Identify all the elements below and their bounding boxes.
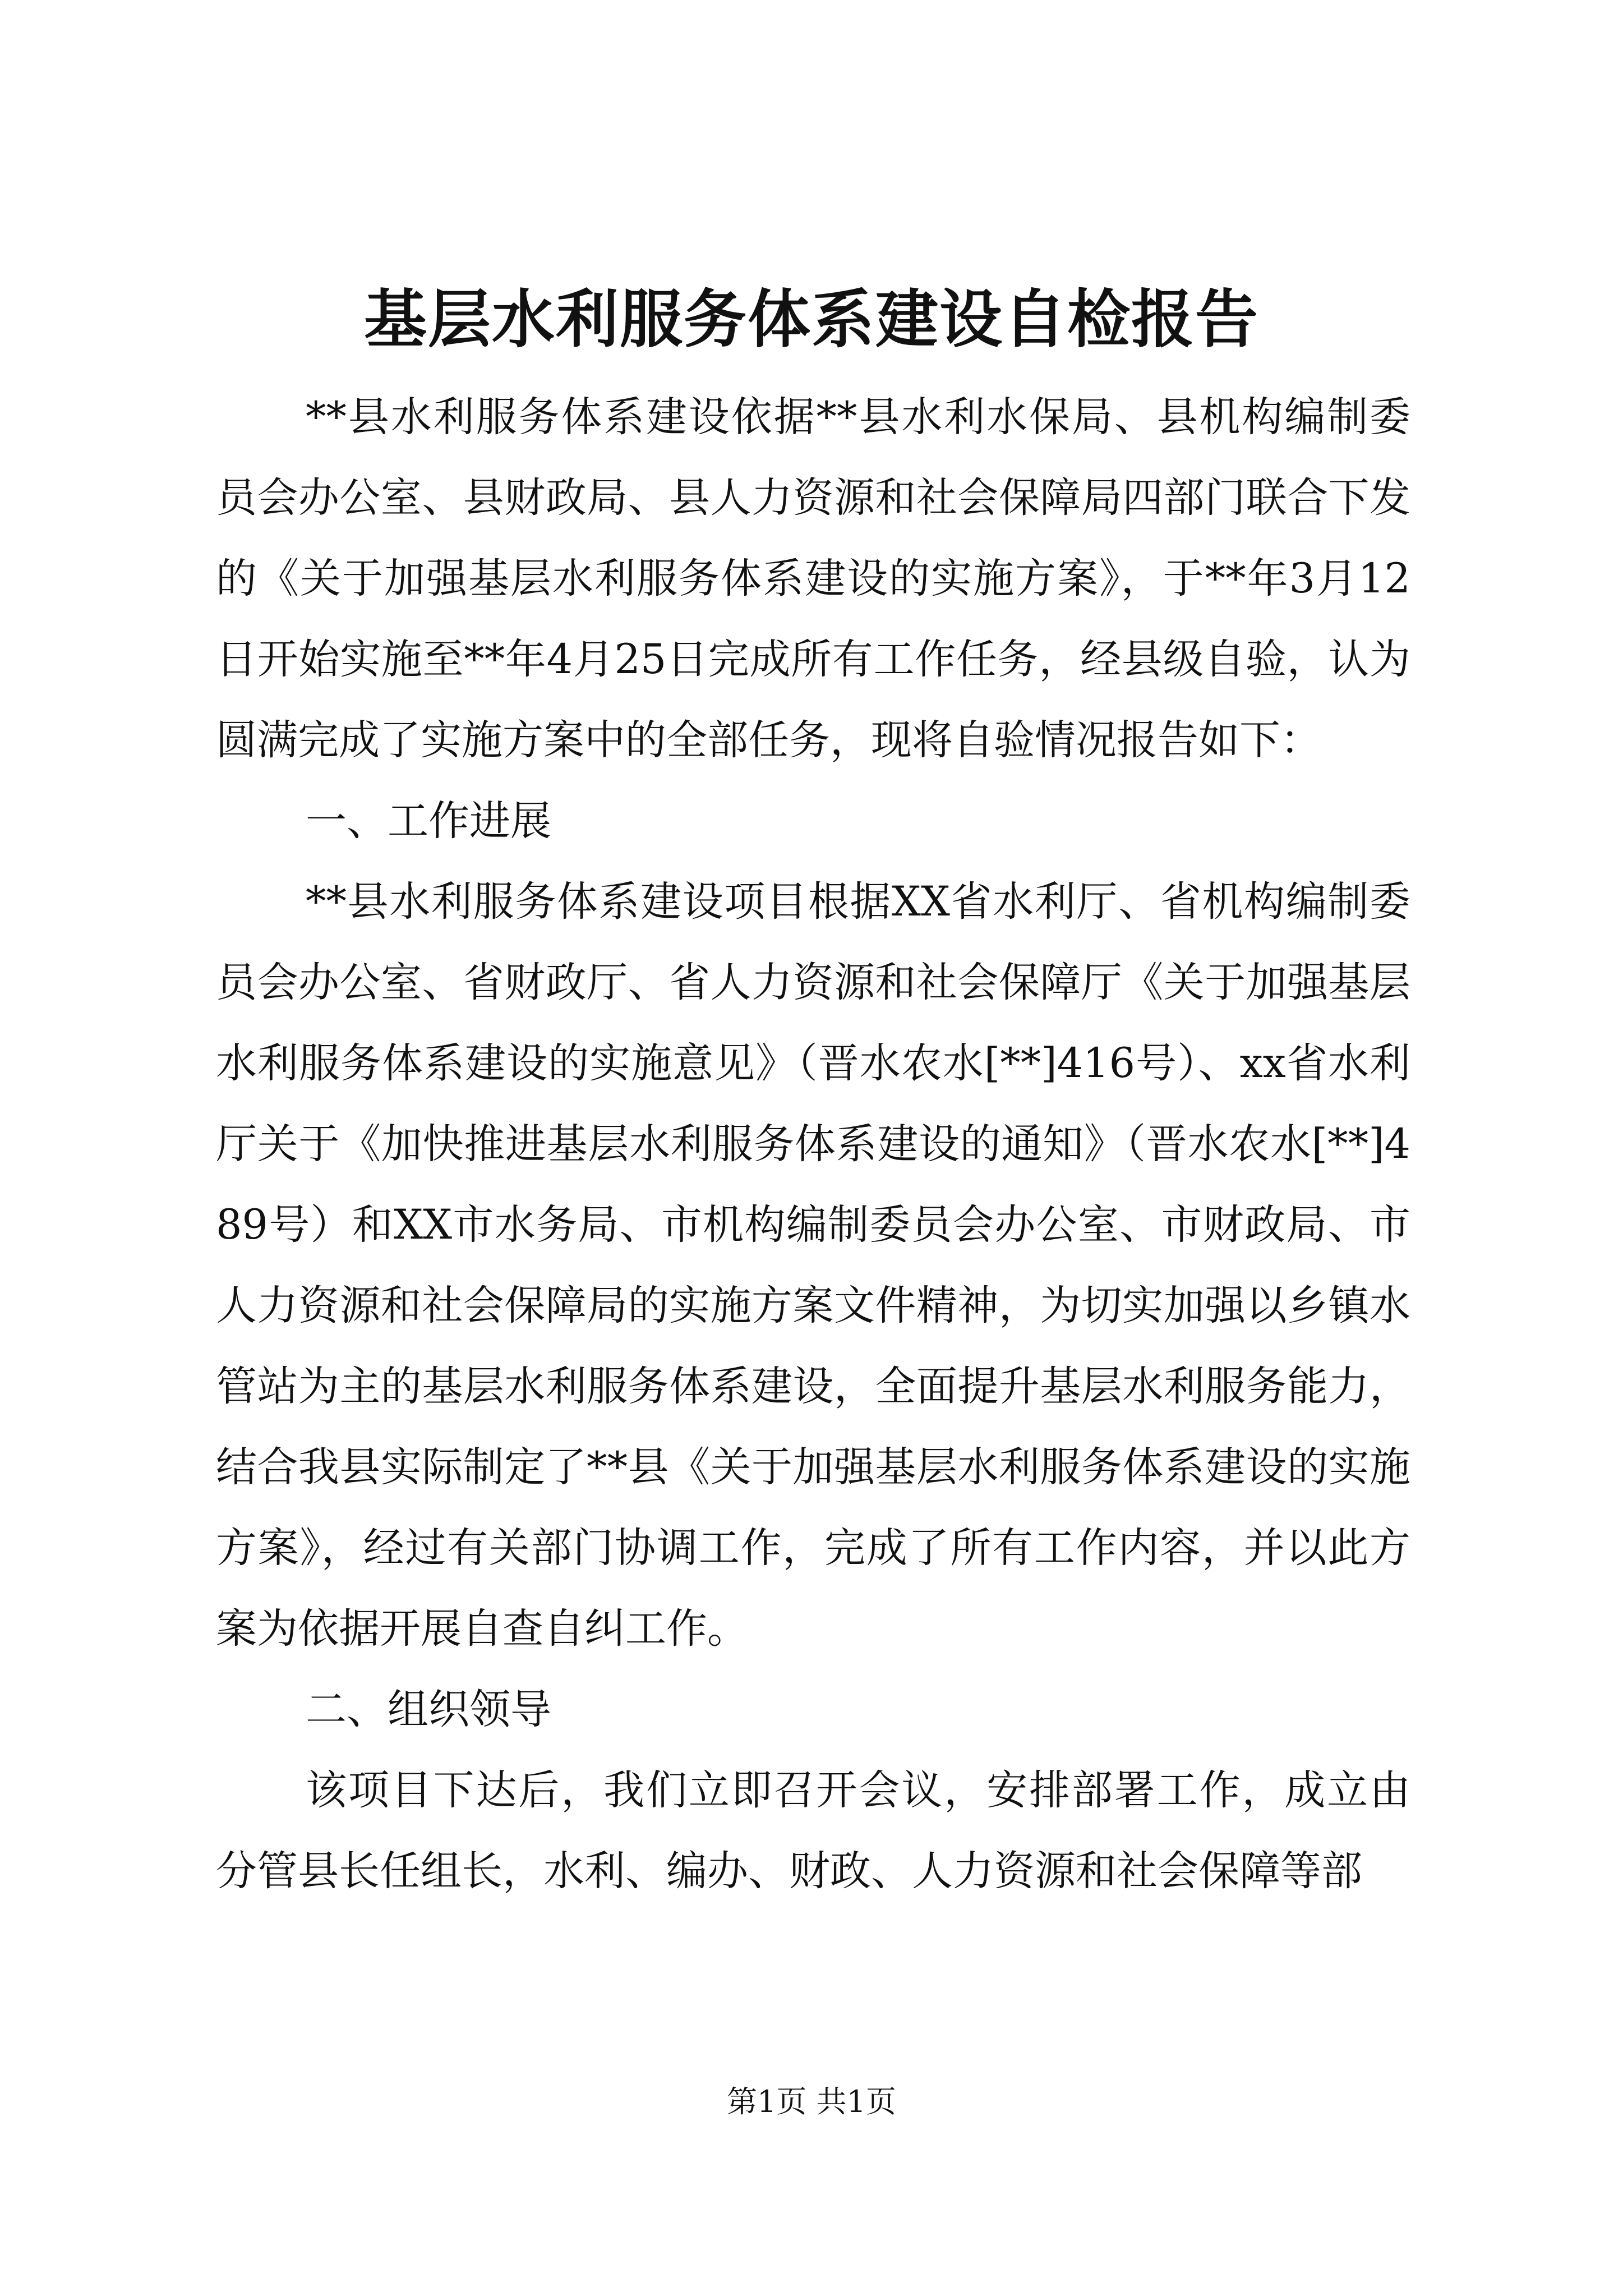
section-heading-progress: 一、工作进展: [306, 797, 551, 845]
document-title: 基层水利服务体系建设自检报告: [364, 283, 1259, 356]
paragraph-intro: **县水利服务体系建设依据**县水利水保局、县机构编制委员会办公室、县财政局、县人力资源和社会保障局四部门联合下发的《关于加强基层水利服务体系建设的实施方案》，于**年3月12日开始实施至**年4月25日完成所有工作任务，经县级自验，认为圆满完成了实施方案中的全部任务，现将自验情况报告如下：: [216, 393, 1410, 764]
page-footer: 第1页 共1页: [727, 2084, 896, 2119]
paragraph-progress: **县水利服务体系建设项目根据XX省水利厅、省机构编制委员会办公室、省财政厅、省人力资源和社会保障厅《关于加强基层水利服务体系建设的实施意见》（晋水农水[**]416号）、xx省水利厅关于《加快推进基层水利服务体系建设的通知》（晋水农水[**]489号）和XX市水务局、市机构编制委员会办公室、市财政局、市人力资源和社会保障局的实施方案文件精神，为切实加强以乡镇水管站为主的基层水利服务体系建设，全面提升基层水利服务能力，结合我县实际制定了**县《关于加强基层水利服务体系建设的实施方案》，经过有关部门协调工作，完成了所有工作内容，并以此方案为依据开展自查自纠工作。: [216, 878, 1410, 1653]
paragraph-leadership: 该项目下达后，我们立即召开会议，安排部署工作，成立由分管县长任组长，水利、编办、财政、人力资源和社会保障等部: [216, 1766, 1410, 1895]
document-body: [216, 377, 1410, 1912]
section-heading-leadership: 二、组织领导: [306, 1686, 551, 1733]
